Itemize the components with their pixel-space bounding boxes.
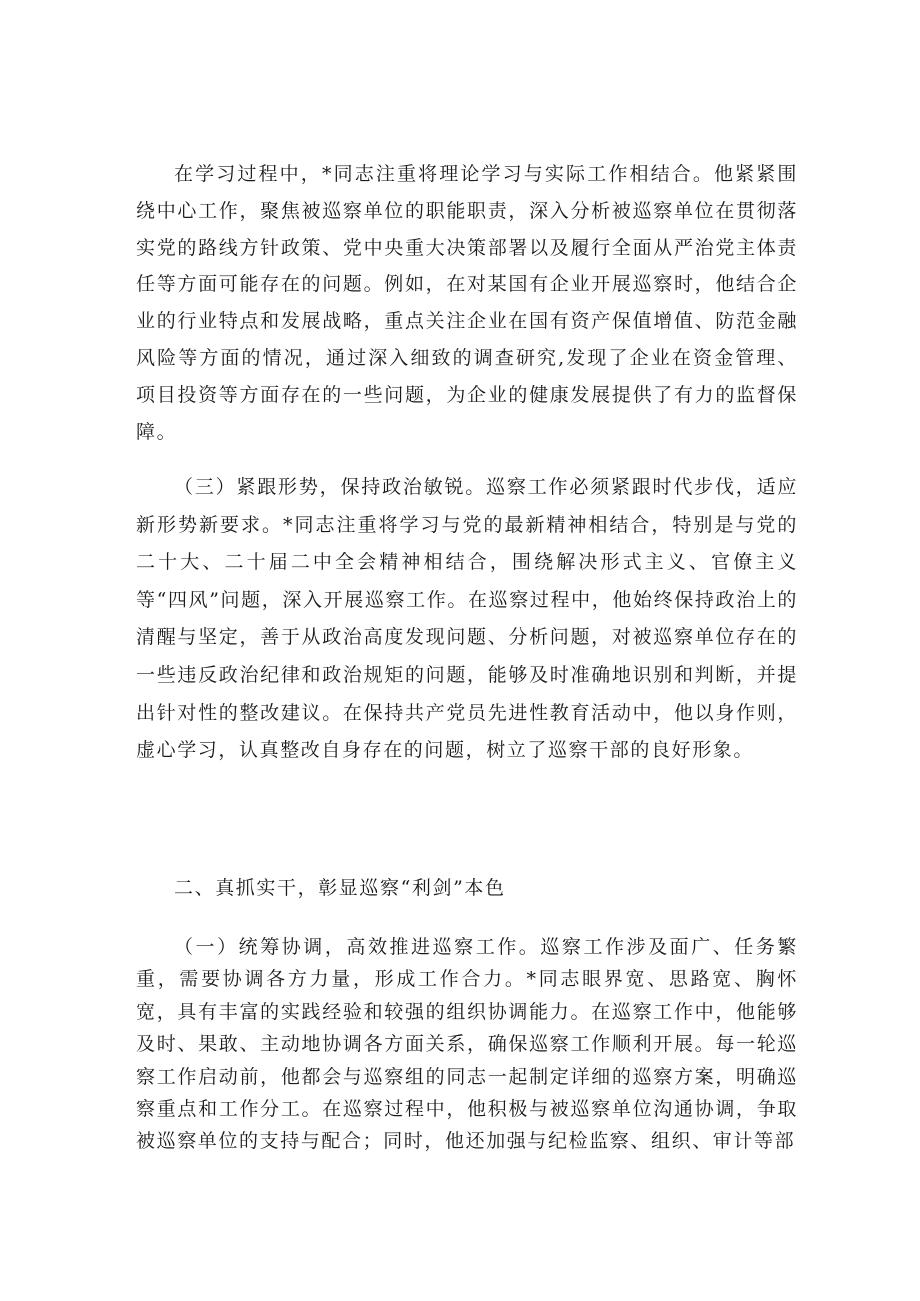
body-paragraph-political-sensitivity: （三）紧跟形势，保持政治敏锐。巡察工作必须紧跟时代步伐，适应新形势新要求。*同志注重将学习与党的最新精神相结合，特别是与党的二十大、二十届二中全会精神相结合，围绕解决形式主义、官僚主义等“四风”问题，深入开展巡察工作。在巡察过程中，他始终保持政治上的清醒与坚定，善于从政治高度发现问题、分析问题，对被巡察单位存在的一些违反政治纪律和政治规矩的问题，能够及时准确地识别和判断，并提出针对性的整改建议。在保持共产党员先进性教育活动中，他以身作则，虚心学习，认真整改自身存在的问题，树立了巡察干部的良好形象。 <box>136 476 798 762</box>
body-paragraph-study-process: 在学习过程中，*同志注重将理论学习与实际工作相结合。他紧紧围绕中心工作，聚焦被巡察单位的职能职责，深入分析被巡察单位在贯彻落实党的路线方针政策、党中央重大决策部署以及履行全面从严治党主体责任等方面可能存在的问题。例如，在对某国有企业开展巡察时，他结合企业的行业特点和发展战略，重点关注企业在国有资产保值增值、防范金融风险等方面的情况，通过深入细致的调查研究,发现了企业在资金管理、项目投资等方面存在的一些问题，为企业的健康发展提供了有力的监督保障。 <box>136 163 798 443</box>
section-heading: 二、真抓实干，彰显巡察“利剑”本色 <box>174 877 506 899</box>
body-paragraph-coordination: （一）统筹协调，高效推进巡察工作。巡察工作涉及面广、任务繁重，需要协调各方力量，形成工作合力。*同志眼界宽、思路宽、胸怀宽，具有丰富的实践经验和较强的组织协调能力。在巡察工作中，他能够及时、果敢、主动地协调各方面关系，确保巡察工作顺利开展。每一轮巡察工作启动前，他都会与巡察组的同志一起制定详细的巡察方案，明确巡察重点和工作分工。在巡察过程中，他积极与被巡察单位沟通协调，争取被巡察单位的支持与配合；同时，他还加强与纪检监察、组织、审计等部 <box>136 936 798 1153</box>
